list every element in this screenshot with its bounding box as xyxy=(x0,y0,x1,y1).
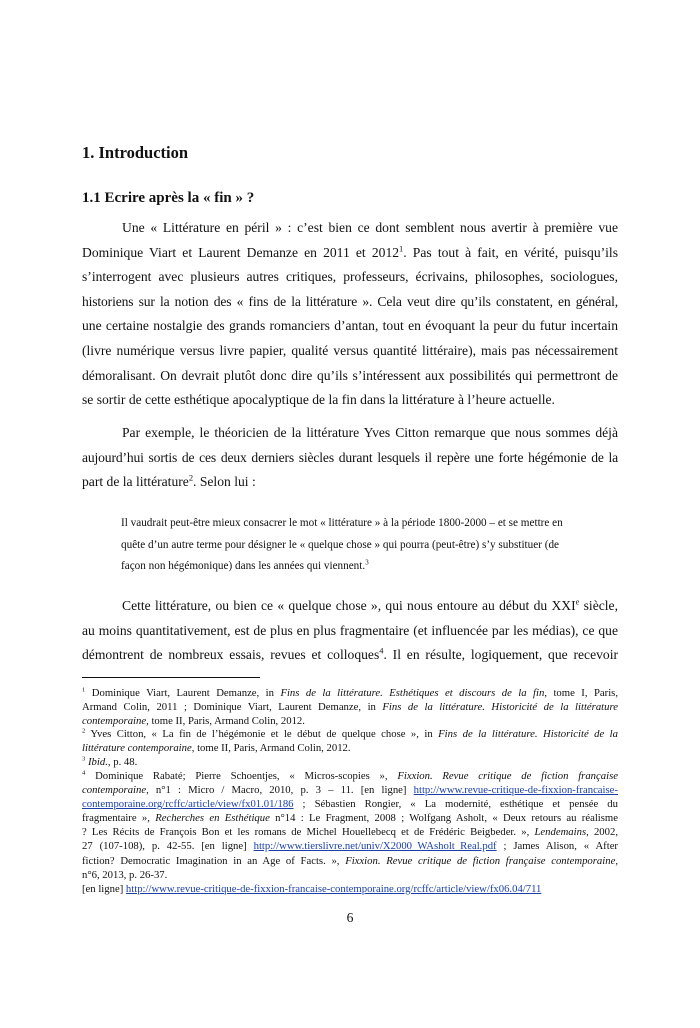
text-span: contemporaine xyxy=(82,784,147,797)
footnote-link[interactable]: http://www.revue-critique-de-fixxion-francaise- xyxy=(413,784,618,797)
text-span: ; Sébastien Rongier, « La modernité, esthétique et pensée du xyxy=(293,798,618,811)
section-heading: 1. Introduction xyxy=(82,143,189,162)
footnote-1 xyxy=(82,686,618,728)
text-line: une certaine nostalgie des grands romanciers d’antan, tout en évoquant la peur du futur incertain xyxy=(82,318,618,334)
text-line: historiens sur la notion des « fins de la littérature ». Cela veut dire qu’ils constatent, en général, xyxy=(82,293,618,309)
text-span: . Il en résulte, logiquement, que recevoir xyxy=(383,647,618,663)
footnote-line xyxy=(82,700,618,714)
footnote-line xyxy=(82,769,618,783)
text-span: 27 (107-108), p. 42-55. [en ligne] xyxy=(82,840,254,853)
footnote-link[interactable]: contemporaine.org/rcffc/article/view/fx01.01/186 xyxy=(82,798,294,811)
text-line xyxy=(82,643,618,668)
text-span: Ibid. xyxy=(85,756,108,768)
text-line: se sortir de cette esthétique apocalyptique de la fin dans la littérature à l’heure actuelle. xyxy=(82,392,555,408)
text-span: n°14 : Le Fragment, 2008 ; Wolfgang Asholt, « Deux retours au réalisme xyxy=(269,812,618,825)
text-line: démoralisant. On devrait plutôt donc dire qu’ils s’intéressent aux possibilités qui permettront de xyxy=(82,367,618,383)
text-line: Par exemple, le théoricien de la littérature Yves Citton remarque que nous sommes déjà xyxy=(122,425,618,440)
paragraph-3 xyxy=(82,594,618,668)
text-span: . Selon lui : xyxy=(193,474,256,490)
superscript: e xyxy=(575,596,580,607)
text-span: façon non hégémonique) dans les années qui viennent. xyxy=(121,560,366,572)
block-quote xyxy=(121,513,601,578)
text-span: fiction? Democratic Imagination in an Age of Facts. », xyxy=(82,854,346,867)
footnote-line xyxy=(82,755,618,769)
footnote-number: 3 xyxy=(82,755,86,763)
text-span: , n°1 : Micro / Macro, 2010, p. 3 – 11. [en ligne] xyxy=(146,784,414,797)
footnote-3 xyxy=(82,755,618,769)
footnote-line xyxy=(82,811,618,825)
paragraph-1 xyxy=(82,216,618,413)
text-span: , p. 48. xyxy=(107,756,138,768)
page-number: 6 xyxy=(346,910,354,925)
paragraph-2 xyxy=(82,421,618,495)
text-span: littérature contemporaine xyxy=(82,742,192,755)
text-span: , tome II, Paris, Armand Colin, 2012. xyxy=(146,715,305,728)
footnote-number: 1 xyxy=(82,686,86,694)
footnote-line: n°6, 2013, p. 26-37. xyxy=(82,868,168,881)
footnote-ref-4: 4 xyxy=(379,645,384,656)
text-span: siècle, xyxy=(579,598,618,613)
footnote-line xyxy=(82,686,618,700)
text-span: [en ligne] xyxy=(82,882,126,895)
footnote-separator xyxy=(82,677,260,678)
text-span: Yves Citton, « La fin de l’hégémonie et le début de quelque chose », in xyxy=(85,728,439,740)
footnote-line xyxy=(82,839,618,853)
footnote-line xyxy=(82,825,618,839)
footnote-ref-3: 3 xyxy=(365,558,369,567)
text-line xyxy=(82,241,618,266)
text-line: s’interrogent avec plusieurs autres critiques, professeurs, écrivains, philosophes, sociologues, xyxy=(82,269,618,285)
text-span: , 2002, xyxy=(586,826,619,839)
text-line xyxy=(82,470,618,495)
text-span: Dominique Rabaté; Pierre Schoentjes, « Micros-scopies », xyxy=(85,770,398,782)
text-span: Fins de la littérature. Historicité de la littérature xyxy=(382,701,618,714)
footnote-4 xyxy=(82,769,618,896)
footnote-line xyxy=(82,854,618,868)
text-span: ; James Alison, « After xyxy=(496,840,618,853)
footnote-number: 4 xyxy=(82,769,86,777)
text-line: (livre numérique versus livre papier, qualité versus quantité littéraire), mais pas nécessairement xyxy=(82,342,618,358)
text-line: aujourd’hui sortis de ces deux derniers siècles durant lesquels il repère une forte hégémonie de la xyxy=(82,449,618,465)
text-span: Lendemains xyxy=(534,826,587,839)
footnote-number: 2 xyxy=(82,727,86,735)
footnote-line xyxy=(82,783,618,797)
text-line xyxy=(82,594,618,619)
text-line: au moins quantitativement, est de plus en plus fragmentaire (et influencée par les médias), ce que xyxy=(82,622,618,638)
footnote-ref-1: 1 xyxy=(399,243,404,254)
text-span: part de la littérature xyxy=(82,474,189,490)
footnote-line xyxy=(82,882,618,896)
footnote-ref-2: 2 xyxy=(188,472,194,483)
text-span: démontrent de nombreux essais, revues et colloques xyxy=(82,647,380,663)
text-span: ? Les Récits de François Bon et les romans de Michel Houellebecq et de Frédéric Beigbeder. », xyxy=(82,826,535,839)
footnote-line xyxy=(82,741,618,755)
text-span: Dominique Viart et Laurent Demanze en 2011 et 2012 xyxy=(82,244,400,260)
quote-line: Il vaudrait peut-être mieux consacrer le mot « littérature » à la période 1800-2000 – et se mettre en xyxy=(121,517,563,529)
footnote-line xyxy=(82,727,618,741)
text-span: Recherches en Esthétique xyxy=(155,812,270,825)
text-span: fragmentaire », xyxy=(82,812,156,825)
text-span: Dominique Viart, Laurent Demanze, in xyxy=(85,687,281,699)
text-span: Fixxion. Revue critique de fiction française contemporaine xyxy=(345,854,616,867)
footnote-line xyxy=(82,797,618,811)
text-span: , tome II, Paris, Armand Colin, 2012. xyxy=(191,742,351,755)
quote-line xyxy=(121,556,601,578)
text-span: , tome I, Paris, xyxy=(544,687,618,699)
footnote-link[interactable]: http://www.tierslivre.net/univ/X2000_WAsholt_Real.pdf xyxy=(253,840,497,853)
text-span: Armand Colin, 2011 ; Dominique Viart, Laurent Demanze, in xyxy=(82,701,383,714)
text-span: . Pas tout à fait, en vérité, puisqu’ils xyxy=(403,244,618,260)
footnote-link[interactable]: http://www.revue-critique-de-fixxion-francaise-contemporaine.org/rcffc/article/view/fx06.04/711 xyxy=(125,882,542,895)
subsection-heading: 1.1 Ecrire après la « fin » ? xyxy=(82,190,255,206)
text-line: Une « Littérature en péril » : c’est bien ce dont semblent nous avertir à première vue xyxy=(122,220,618,235)
text-span: contemporaine xyxy=(82,715,147,728)
footnote-2 xyxy=(82,727,618,755)
text-span: Fins de la littérature. Esthétiques et discours de la fin xyxy=(280,687,545,699)
text-span: Fins de la littérature. Historicité de la xyxy=(438,728,618,740)
text-span: , xyxy=(615,854,618,867)
text-span: Cette littérature, ou bien ce « quelque chose », qui nous entoure au début du XXI xyxy=(122,598,576,613)
text-span: Fixxion. Revue critique de fiction française xyxy=(397,770,618,782)
quote-line: quête d’un autre terme pour désigner le « quelque chose » qui pourra (peut-être) s’y substituer (de xyxy=(121,538,560,551)
